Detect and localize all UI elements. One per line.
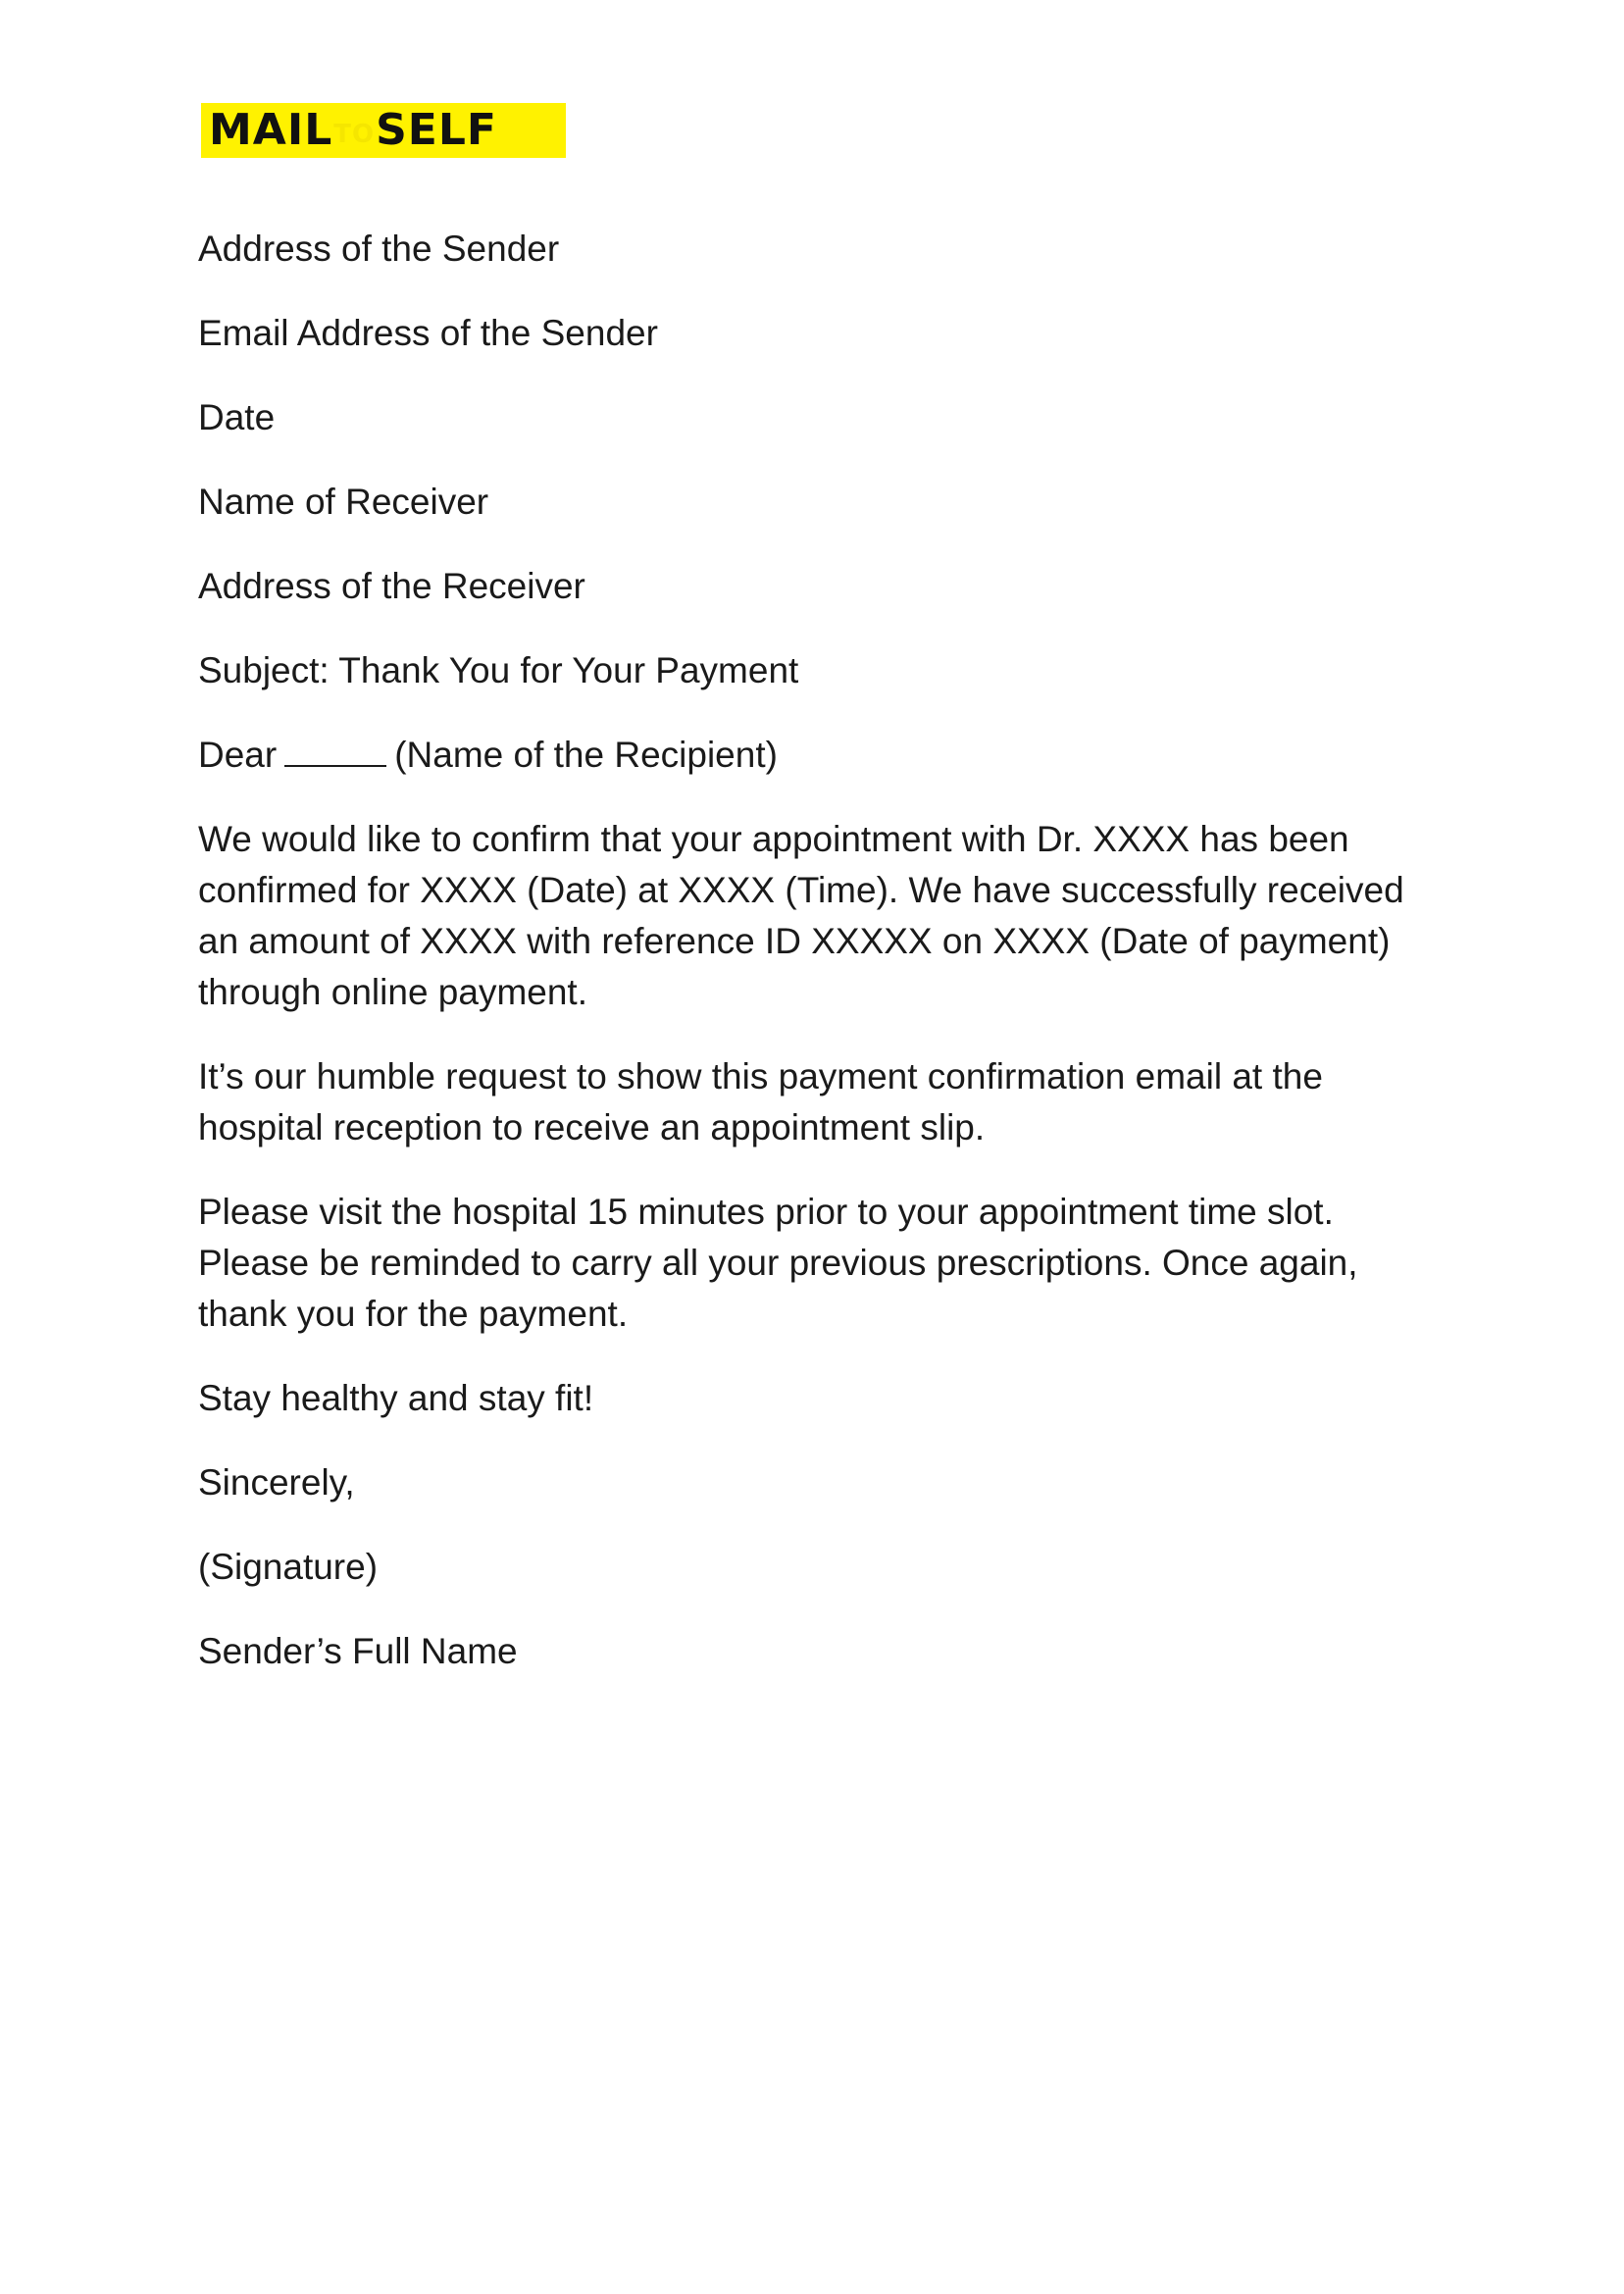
salutation-suffix: (Name of the Recipient) bbox=[394, 735, 778, 775]
closing-wish: Stay healthy and stay fit! bbox=[198, 1378, 594, 1418]
sender-full-name: Sender’s Full Name bbox=[198, 1631, 518, 1671]
sign-off: Sincerely, bbox=[198, 1462, 355, 1503]
logo-text-right: SELF bbox=[376, 105, 497, 155]
receiver-name: Name of Receiver bbox=[198, 482, 489, 522]
letter-body bbox=[198, 224, 1434, 1710]
mail-to-self-logo bbox=[201, 103, 566, 158]
letter-date: Date bbox=[198, 397, 276, 437]
logo-wordmark bbox=[209, 105, 497, 155]
sender-email: Email Address of the Sender bbox=[198, 313, 658, 353]
sender-address: Address of the Sender bbox=[198, 229, 560, 269]
letter-subject: Subject: Thank You for Your Payment bbox=[198, 650, 799, 690]
signature-placeholder: (Signature) bbox=[198, 1547, 379, 1587]
logo-text-middle: TO bbox=[333, 120, 376, 149]
salutation-prefix: Dear bbox=[198, 735, 278, 775]
paragraph-reminder: Please visit the hospital 15 minutes prior to your appointment time slot. Please be reminded to carry all your previous prescriptions. Once again, thank you for the payment. bbox=[198, 1192, 1358, 1334]
paragraph-request: It’s our humble request to show this payment confirmation email at the hospital reception to receive an appointment slip. bbox=[198, 1056, 1323, 1147]
paragraph-confirmation: We would like to confirm that your appointment with Dr. XXXX has been confirmed for XXXX (Date) at XXXX (Time). We have successfully received an amount of XXXX with reference ID XXXXX on XXXX (Date of payment) through online payment. bbox=[198, 819, 1404, 1012]
logo-text-left: MAIL bbox=[209, 105, 333, 155]
salutation bbox=[198, 730, 1434, 781]
receiver-address: Address of the Receiver bbox=[198, 566, 585, 606]
recipient-name-blank bbox=[284, 738, 386, 767]
